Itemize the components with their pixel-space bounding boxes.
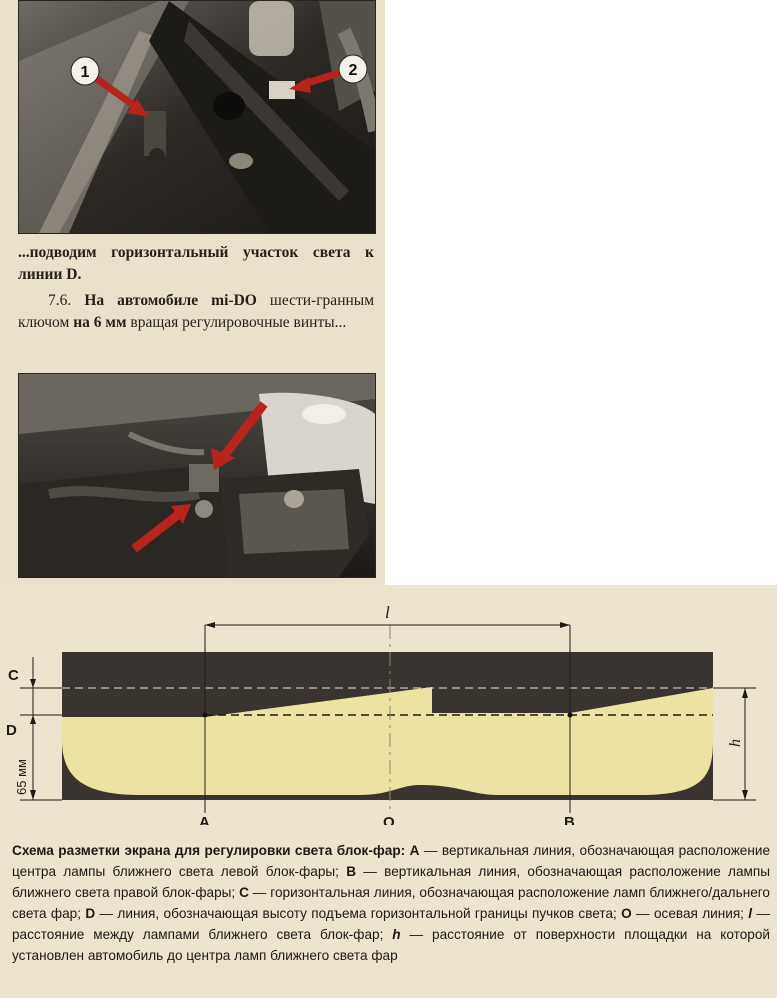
headlight-screen-diagram	[0, 585, 777, 825]
engine-bay-photo-top	[18, 0, 376, 234]
caption-key-l: l	[748, 906, 753, 921]
caption-key-b: B	[346, 864, 357, 879]
caption-key-a: A	[409, 843, 420, 858]
label-c: C	[8, 667, 19, 684]
label-b: B	[564, 814, 575, 825]
label-d: D	[6, 722, 17, 739]
paragraph-1: ...подводим горизонтальный участок света к линии D.	[18, 244, 374, 283]
diagram-caption	[12, 840, 770, 966]
step-number: 7.6.	[48, 292, 72, 309]
arrow-1-number: 1	[80, 64, 90, 81]
caption-key-h: h	[392, 927, 401, 942]
label-o: O	[383, 814, 395, 825]
arrow-2-number: 2	[348, 62, 358, 79]
label-h: h	[727, 739, 744, 747]
step-text-1: шести-гранным ключом	[18, 292, 375, 331]
caption-text-h: — расстояние от поверхности площадки на которой установлен автомобиль до центра ламп ближнего света фар	[12, 927, 771, 963]
step-bold-2: на 6 мм	[73, 314, 127, 331]
paragraph-2	[18, 290, 374, 334]
caption-text-b: — вертикальная линия, обозначающая расположение лампы ближнего света правой блок-фары;	[12, 864, 770, 900]
caption-text-o: — осевая линия;	[631, 906, 749, 921]
engine-bay-photo-bottom	[18, 373, 376, 578]
label-a: A	[199, 814, 210, 825]
label-65mm: 65 мм	[14, 759, 29, 795]
caption-key-d: D	[85, 906, 96, 921]
caption-text-c: — горизонтальная линия, обозначающая расположение ламп ближнего/дальнего света фар;	[12, 885, 770, 921]
caption-text-a: — вертикальная линия, обозначающая расположение центра лампы ближнего света левой блок-фары;	[12, 843, 771, 879]
caption-text-d: — линия, обозначающая высоту подъема горизонтальной границы пучков света;	[95, 906, 622, 921]
caption-key-o: O	[621, 906, 632, 921]
step-text-2: вращая регулировочные винты...	[130, 314, 347, 331]
caption-title: Схема разметки экрана для регулировки света блок-фар:	[12, 843, 406, 858]
caption-key-c: C	[239, 885, 249, 900]
label-l: l	[385, 603, 390, 622]
step-bold-1: На автомобиле mi-DO	[84, 292, 257, 309]
caption-text-l: — расстояние между лампами ближнего света блок-фар;	[12, 906, 770, 942]
blank-area	[385, 0, 777, 585]
